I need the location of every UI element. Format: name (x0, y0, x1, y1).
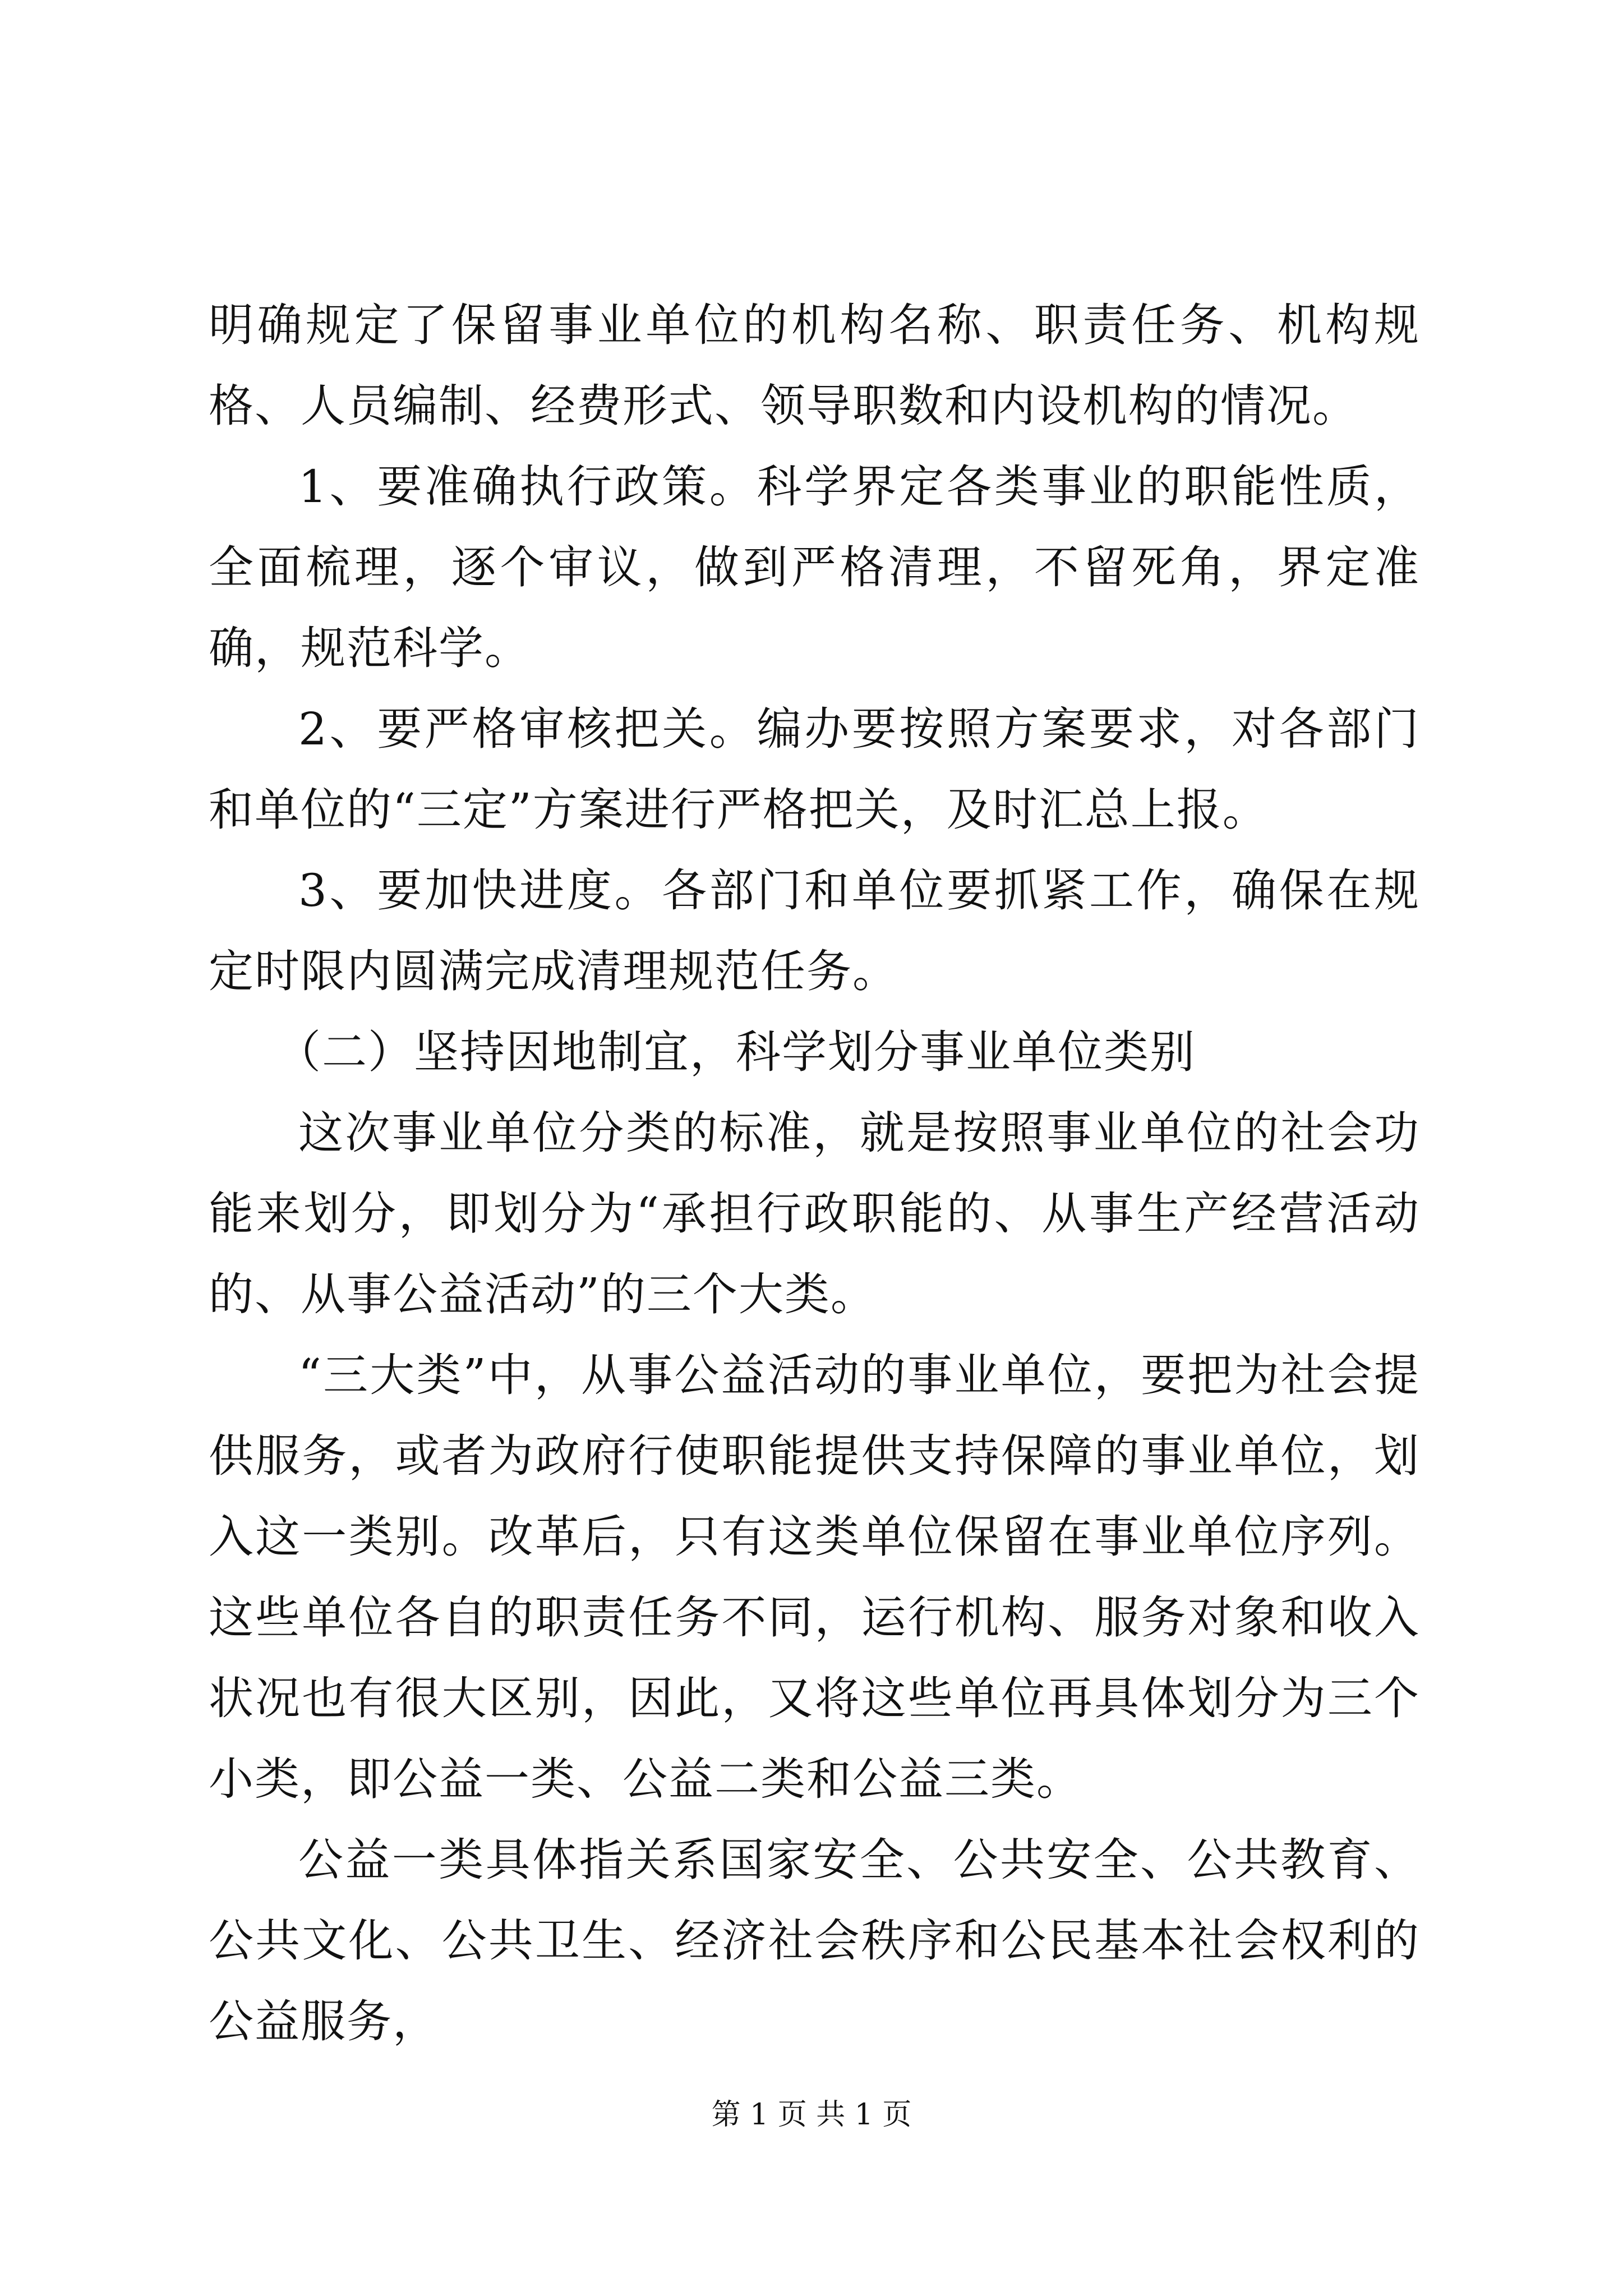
document-body (209, 285, 1420, 2062)
page-number-footer: 第 1 页 共 1 页 (711, 2098, 912, 2132)
paragraph-item-2: 2、要严格审核把关。编办要按照方案要求，对各部门和单位的“三定”方案进行严格把关，及时汇总上报。 (209, 703, 1420, 836)
paragraph-public-welfare-one: 公益一类具体指关系国家安全、公共安全、公共教育、公共文化、公共卫生、经济社会秩序和公民基本社会权利的公益服务， (209, 1834, 1420, 2047)
paragraph-intro: 明确规定了保留事业单位的机构名称、职责任务、机构规格、人员编制、经费形式、领导职数和内设机构的情况。 (209, 299, 1420, 432)
paragraph-item-3: 3、要加快进度。各部门和单位要抓紧工作，确保在规定时限内圆满完成清理规范任务。 (209, 864, 1420, 997)
paragraph-item-1: 1、要准确执行政策。科学界定各类事业的职能性质，全面梳理，逐个审议，做到严格清理，不留死角，界定准确，规范科学。 (209, 461, 1420, 674)
paragraph-three-categories: “三大类”中，从事公益活动的事业单位，要把为社会提供服务，或者为政府行使职能提供支持保障的事业单位，划入这一类别。改革后，只有这类单位保留在事业单位序列。这些单位各自的职责任务不同，运行机构、服务对象和收入状况也有很大区别，因此，又将这些单位再具体划分为三个小类，即公益一类、公益二类和公益三类。 (209, 1349, 1420, 1805)
paragraph-classification-standard: 这次事业单位分类的标准，就是按照事业单位的社会功能来划分，即划分为“承担行政职能的、从事生产经营活动的、从事公益活动”的三个大类。 (209, 1107, 1420, 1320)
section-heading: （二）坚持因地制宜，科学划分事业单位类别 (276, 1026, 1196, 1078)
